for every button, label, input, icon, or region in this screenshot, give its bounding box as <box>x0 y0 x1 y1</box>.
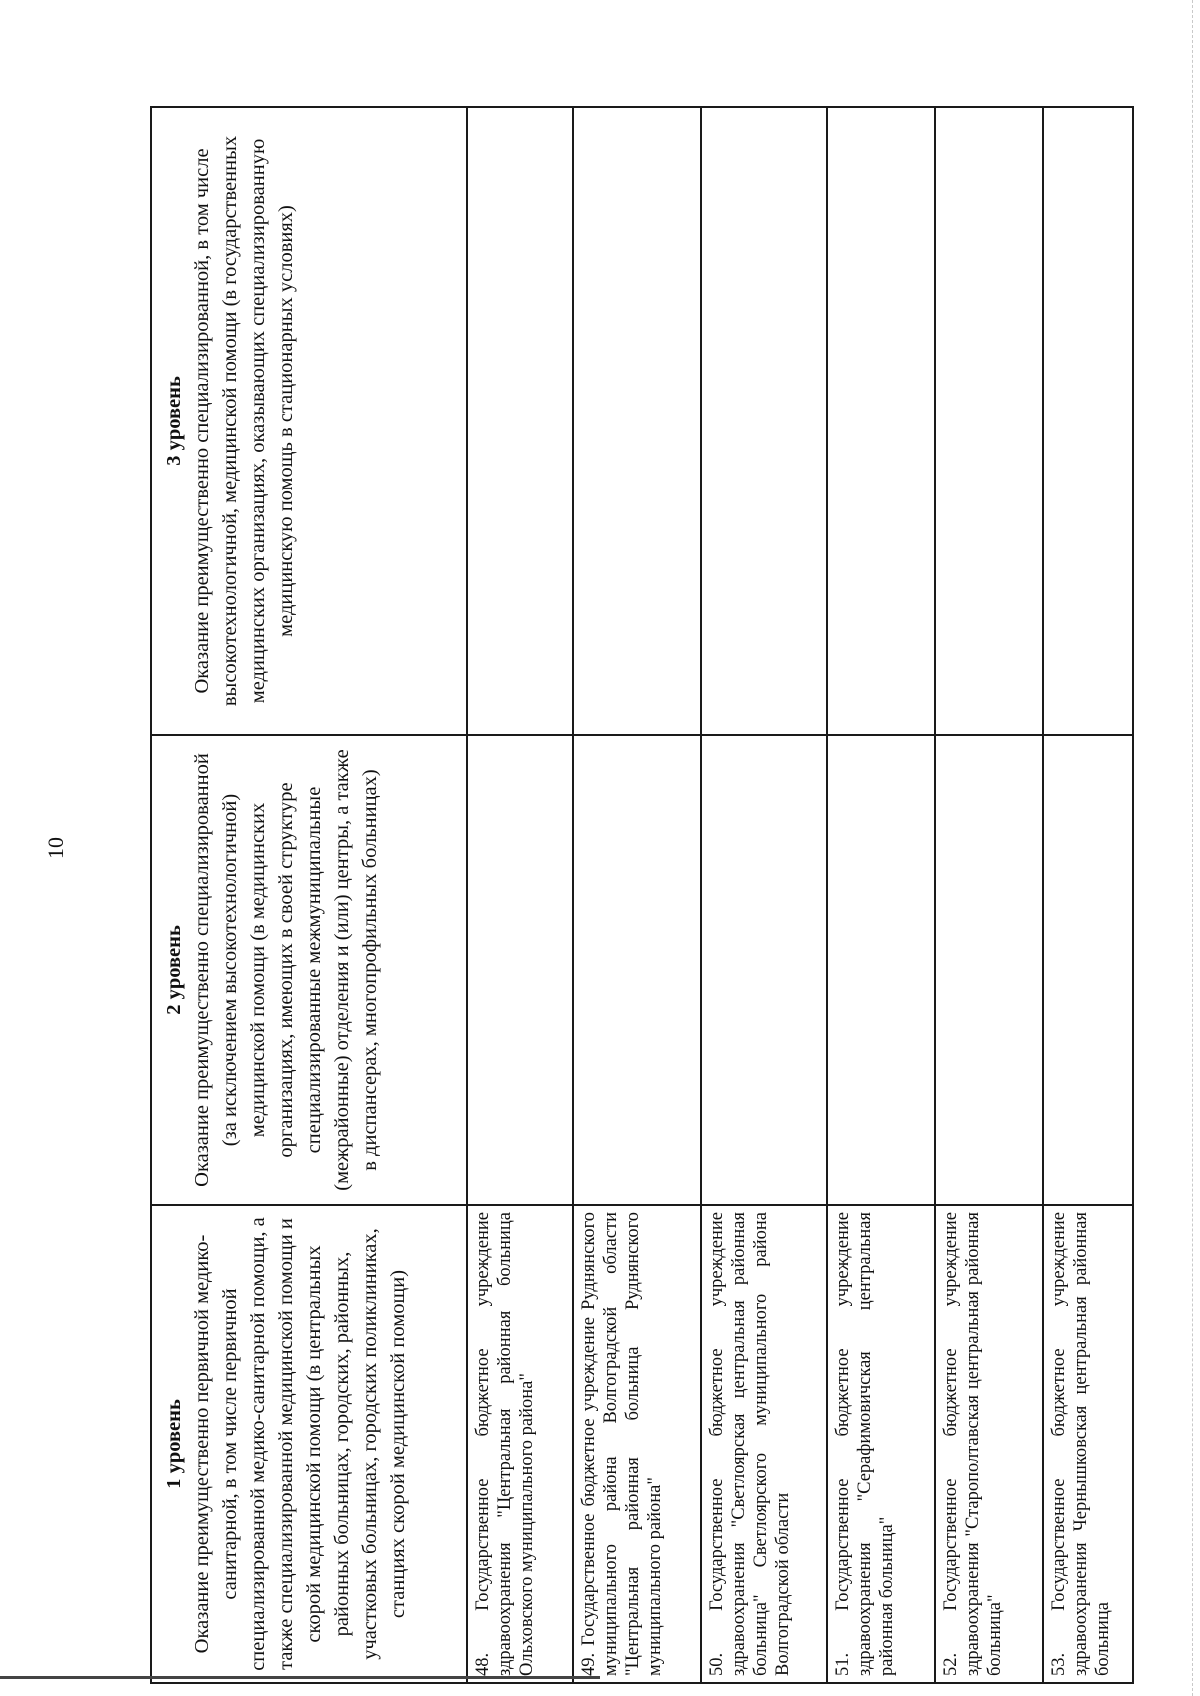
level-3-cell <box>935 107 1043 735</box>
table-row <box>701 107 827 1683</box>
header-level-3-description: Оказание преимущественно специализированной, в том числе высокотехнологичной, медицинской помощи (в государственных медицинских организациях, оказывающих специализированную медицинскую помощь в стационарных условиях) <box>191 135 297 707</box>
scan-bottom-edge <box>0 1676 600 1679</box>
header-level-1-title: 1 уровень <box>163 1399 185 1489</box>
level-2-cell <box>935 735 1043 1205</box>
level-2-cell <box>827 735 935 1205</box>
level-3-cell <box>467 107 573 735</box>
level-3-cell <box>1043 107 1133 735</box>
table-row <box>935 107 1043 1683</box>
level-3-cell <box>573 107 701 735</box>
level-2-cell <box>467 735 573 1205</box>
header-level-2-description: Оказание преимущественно специализированной (за исключением высокотехнологичной) медицинской помощи (в медицинских организациях, имеющих в своей структуре специализированные межмуниципальные (межрайонные) отделения и (или) центры, а также в диспансерах, многопрофильных больницах) <box>191 749 381 1191</box>
level-1-cell: 52. Государственное бюджетное учреждение здравоохранения "Старополтавская центральная районная больница" <box>935 1205 1043 1683</box>
table-row <box>467 107 573 1683</box>
table-header-row <box>151 107 467 1683</box>
page-number: 10 <box>43 837 68 859</box>
level-3-cell <box>827 107 935 735</box>
level-1-cell: 51. Государственное бюджетное учреждение здравоохранения "Серафимовичская центральная районная больница" <box>827 1205 935 1683</box>
rotated-page-content <box>150 108 1188 1684</box>
header-level-1-description: Оказание преимущественно первичной медико-санитарной, в том числе первичной специализированной медико-санитарной помощи, а также специализированной медицинской помощи и скорой медицинской помощи (в центральных районных больницах, городских, районных, участковых больницах, городских поликлиниках, станциях скорой медицинской помощи) <box>191 1217 409 1671</box>
level-1-cell: 48. Государственное бюджетное учреждение здравоохранения "Центральная районная больница Ольховского муниципального района" <box>467 1205 573 1683</box>
header-level-1 <box>151 1205 467 1683</box>
table-row <box>573 107 701 1683</box>
level-2-cell <box>1043 735 1133 1205</box>
level-1-cell: 49. Государственное бюджетное учреждение Руднянского муниципального района Волгоградской области "Центральная районная больница Руднянского муниципального района" <box>573 1205 701 1683</box>
scan-margin-line <box>1192 0 1195 1696</box>
table-row <box>827 107 935 1683</box>
level-1-cell: 53. Государственное бюджетное учреждение здравоохранения Чернышковская центральная районная больница <box>1043 1205 1133 1683</box>
header-level-3 <box>151 107 467 735</box>
header-level-2 <box>151 735 467 1205</box>
care-levels-table <box>150 106 1134 1684</box>
level-2-cell <box>701 735 827 1205</box>
header-level-3-title: 3 уровень <box>163 376 185 466</box>
rotated-table-area <box>150 108 1188 1684</box>
level-3-cell <box>701 107 827 735</box>
level-1-cell: 50. Государственное бюджетное учреждение здравоохранения "Светлоярская центральная районная больница" Светлоярского муниципального района Волгоградской области <box>701 1205 827 1683</box>
table-row <box>1043 107 1133 1683</box>
level-2-cell <box>573 735 701 1205</box>
header-level-2-title: 2 уровень <box>163 925 185 1015</box>
